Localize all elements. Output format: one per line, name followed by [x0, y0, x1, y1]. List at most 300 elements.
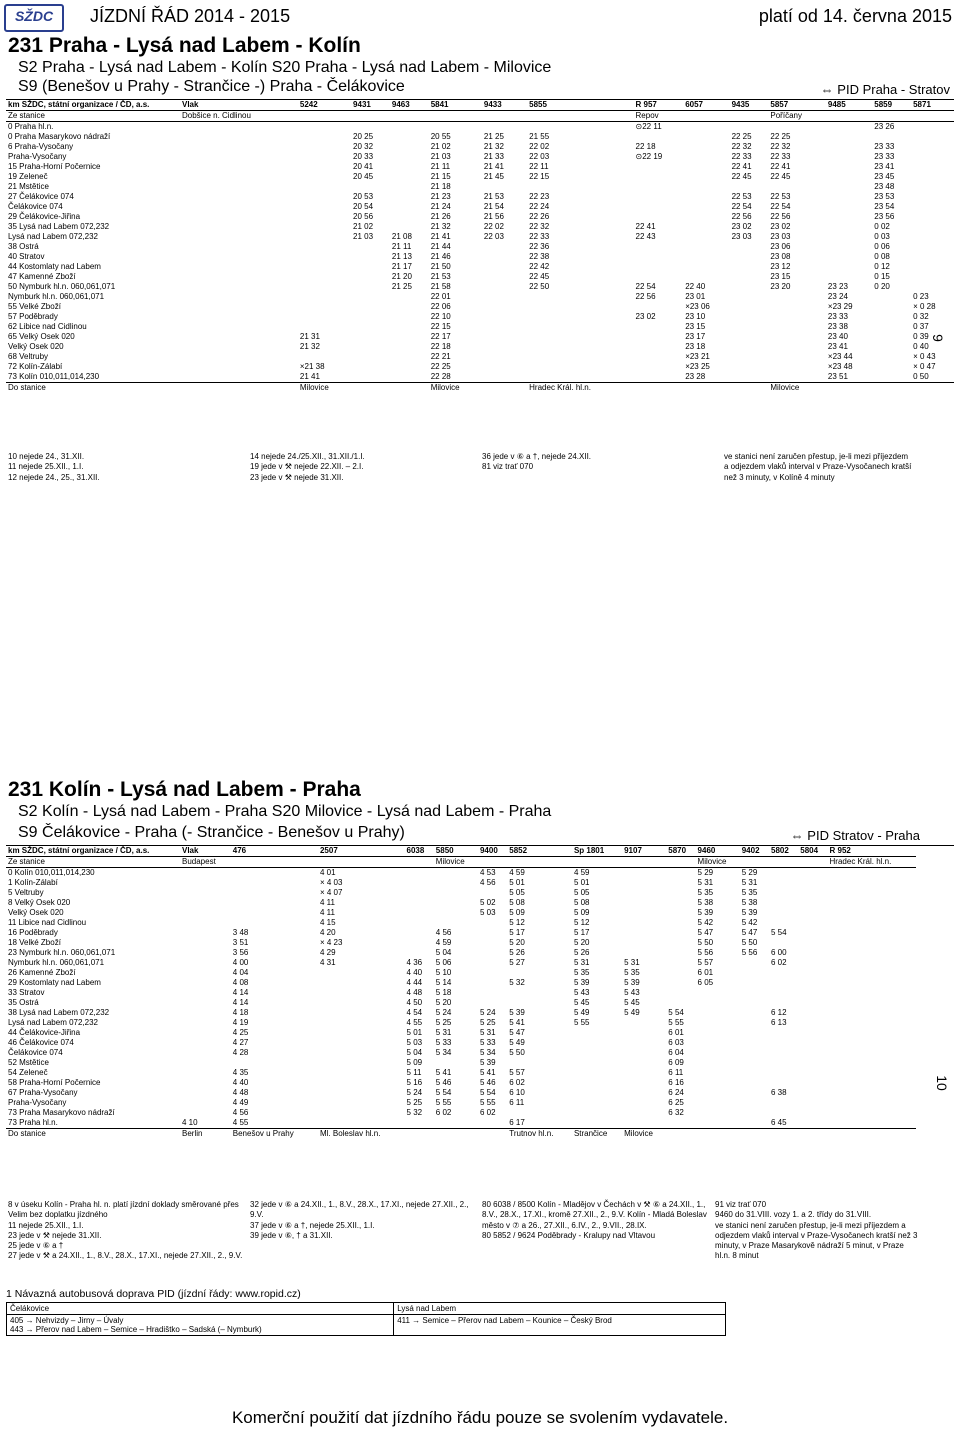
time-cell: 21 11: [391, 242, 412, 251]
head: [6, 846, 916, 857]
time-cell: [798, 998, 827, 1008]
time-cell: 5 04: [435, 948, 452, 957]
time-cell: [390, 212, 429, 222]
time-cell: [828, 1108, 916, 1118]
time-cell: [872, 362, 911, 372]
time-cell: [666, 928, 695, 938]
time-cell: [180, 302, 298, 312]
time-cell: [180, 272, 298, 282]
time-cell: [298, 162, 351, 172]
time-cell: [768, 372, 826, 383]
bus-col1-head: Čelákovice: [7, 1303, 394, 1315]
time-cell: [769, 918, 798, 928]
time-cell: 22 41: [770, 162, 791, 171]
time-cell: 22 32: [529, 222, 550, 231]
time-cell: 21 15: [430, 172, 451, 181]
time-cell: [730, 342, 769, 352]
time-cell: [740, 1078, 769, 1088]
time-cell: 4 11: [319, 898, 335, 907]
time-cell: 5 55: [479, 1098, 496, 1107]
time-cell: [527, 362, 633, 372]
time-cell: [390, 302, 429, 312]
time-cell: 22 36: [529, 242, 550, 251]
time-cell: [478, 1118, 507, 1129]
time-cell: 6 02: [771, 958, 787, 967]
time-cell: [180, 332, 298, 342]
time-cell: 22 25: [731, 132, 752, 141]
time-cell: [826, 222, 872, 232]
time-cell: 4 10: [182, 1118, 198, 1127]
time-cell: [482, 242, 521, 252]
time-cell: [298, 232, 351, 242]
table-row: [6, 352, 954, 362]
time-cell: [434, 1118, 478, 1129]
time-cell: 6 25: [668, 1098, 684, 1107]
time-cell: 5 35: [624, 968, 640, 977]
time-cell: [683, 152, 729, 162]
time-cell: 5 01: [509, 878, 525, 887]
time-cell: 4 19: [232, 1018, 249, 1027]
time-cell: 0 15: [874, 272, 890, 281]
time-cell: Milovice: [697, 857, 727, 866]
time-cell: [828, 1068, 916, 1078]
time-cell: 5 46: [435, 1078, 452, 1087]
time-cell: × 0 43: [913, 352, 936, 361]
time-cell: 5 41: [479, 1068, 496, 1077]
time-cell: [180, 968, 231, 978]
table-row: [6, 252, 954, 262]
time-cell: [828, 998, 916, 1008]
time-cell: [798, 978, 827, 988]
time-cell: [482, 372, 521, 383]
time-cell: [683, 242, 729, 252]
time-cell: [769, 1038, 798, 1048]
time-cell: [798, 878, 827, 888]
time-cell: [740, 958, 769, 968]
time-cell: [180, 232, 298, 242]
time-cell: [351, 372, 390, 383]
time-cell: 6057: [685, 100, 703, 109]
time-cell: [872, 352, 911, 362]
time-cell: [683, 272, 729, 282]
time-cell: [180, 998, 231, 1008]
table-row: [6, 1068, 916, 1078]
time-cell: [180, 252, 298, 262]
time-cell: [622, 1028, 666, 1038]
station-name: 8 Velký Osek 020: [8, 898, 71, 907]
time-cell: 20 25: [353, 132, 374, 141]
time-cell: [769, 898, 798, 908]
time-cell: ×23 29: [827, 302, 853, 311]
time-cell: [622, 1118, 666, 1129]
time-cell: 21 24: [430, 202, 451, 211]
time-cell: [634, 272, 684, 282]
time-cell: 22 01: [430, 292, 451, 301]
time-cell: [180, 383, 298, 394]
table-row: [6, 1098, 916, 1108]
time-cell: [231, 908, 318, 918]
time-cell: [872, 302, 911, 312]
time-cell: 4 01: [319, 868, 336, 877]
time-cell: [180, 1098, 231, 1108]
time-cell: [405, 878, 434, 888]
time-cell: [911, 182, 954, 192]
table-row: [6, 1078, 916, 1088]
time-cell: [180, 898, 231, 908]
time-cell: 23 12: [770, 262, 791, 271]
time-cell: 21 46: [430, 252, 451, 261]
time-cell: [572, 1048, 622, 1058]
time-cell: [769, 1058, 798, 1068]
time-cell: [666, 878, 695, 888]
time-cell: [769, 1048, 798, 1058]
time-cell: [696, 1018, 740, 1028]
time-cell: 4 28: [232, 1048, 249, 1057]
time-cell: [318, 978, 405, 988]
station-name: 19 Zeleneč: [8, 172, 48, 181]
time-cell: 5 12: [573, 918, 590, 927]
time-cell: 5 54: [435, 1088, 452, 1097]
time-cell: [622, 1108, 666, 1118]
time-cell: [798, 888, 827, 898]
time-cell: [740, 1048, 769, 1058]
station-name: Velký Osek 020: [8, 342, 64, 351]
time-cell: 22 03: [529, 152, 550, 161]
time-cell: 5 57: [509, 1068, 525, 1077]
time-cell: [666, 948, 695, 958]
time-cell: [622, 918, 666, 928]
time-cell: 5 12: [509, 918, 525, 927]
time-cell: [405, 888, 434, 898]
table-row: [6, 1058, 916, 1068]
time-cell: [622, 948, 666, 958]
time-cell: ×23 48: [827, 362, 853, 371]
time-cell: 6 03: [668, 1038, 684, 1047]
time-cell: 6038: [406, 846, 425, 855]
legend-2c: 80 6038 / 8500 Kolín - Mladějov v Čechách v ⚒ ⑥ a 24.XII., 1., 8.V., 28.X., 17.XI., kromě 27.XII., 2., 9.V. Kolín - Mladá Boleslav město v ⑦ a 26., 27.XII., 6.IV., 2., 9.VII., 28.IX. 80 5852 / 9624 Poděbrady - Kralupy nad Vltavou: [482, 1200, 707, 1240]
time-cell: Hradec Král. hl.n.: [529, 383, 591, 392]
time-cell: 6 01: [668, 1028, 684, 1037]
time-cell: 6 24: [668, 1088, 684, 1097]
time-cell: [622, 1098, 666, 1108]
time-cell: [622, 898, 666, 908]
time-cell: [826, 152, 872, 162]
time-cell: [872, 372, 911, 383]
time-cell: [826, 182, 872, 192]
time-cell: [872, 292, 911, 302]
time-cell: [730, 352, 769, 362]
time-cell: [730, 383, 769, 394]
time-cell: [798, 857, 827, 868]
time-cell: 22 43: [635, 232, 656, 241]
time-cell: [318, 1098, 405, 1108]
time-cell: 22 02: [483, 222, 504, 231]
time-cell: [768, 352, 826, 362]
line-title-2: 231 Kolín - Lysá nad Labem - Praha: [8, 778, 361, 801]
time-cell: [683, 192, 729, 202]
time-cell: [696, 1118, 740, 1129]
time-cell: [634, 372, 684, 383]
time-cell: 23 33: [827, 312, 848, 321]
time-cell: [622, 888, 666, 898]
station-name: 35 Lysá nad Labem 072,232: [8, 222, 110, 231]
time-cell: [180, 978, 231, 988]
time-cell: [318, 1078, 405, 1088]
szdc-logo: SŽDC: [4, 4, 64, 32]
station-name: Čelákovice 074: [8, 202, 63, 211]
time-cell: 4 31: [319, 958, 336, 967]
time-cell: 21 02: [430, 142, 451, 151]
bus-col2-head: Lysá nad Labem: [394, 1303, 726, 1315]
time-cell: [911, 162, 954, 172]
time-cell: [769, 868, 798, 879]
time-cell: 23 33: [874, 142, 895, 151]
table-row: [6, 1028, 916, 1038]
time-cell: 9433: [483, 100, 502, 109]
time-cell: 6 32: [668, 1108, 684, 1117]
station-name: Ze stanice: [8, 857, 45, 866]
time-cell: [390, 202, 429, 212]
time-cell: [666, 1129, 695, 1140]
time-cell: [828, 988, 916, 998]
time-cell: 5 46: [479, 1078, 496, 1087]
time-cell: [622, 857, 666, 868]
time-cell: [298, 202, 351, 212]
time-cell: 6 02: [479, 1108, 496, 1117]
time-cell: [826, 111, 872, 122]
time-cell: 21 25: [483, 132, 504, 141]
time-cell: [298, 152, 351, 162]
time-cell: 21 45: [483, 172, 504, 181]
time-cell: 6 09: [668, 1058, 684, 1067]
time-cell: [572, 1078, 622, 1088]
time-cell: [180, 162, 298, 172]
time-cell: 6 16: [668, 1078, 684, 1087]
time-cell: [911, 152, 954, 162]
time-cell: 5852: [509, 846, 528, 855]
table-row: [6, 1118, 916, 1129]
time-cell: 5850: [435, 846, 454, 855]
time-cell: [730, 122, 769, 133]
time-cell: [507, 1108, 572, 1118]
time-cell: 5 49: [573, 1008, 590, 1017]
time-cell: [180, 152, 298, 162]
time-cell: 9485: [827, 100, 846, 109]
time-cell: [911, 262, 954, 272]
time-cell: 23 41: [827, 342, 848, 351]
time-cell: 5 55: [435, 1098, 452, 1107]
time-cell: [828, 928, 916, 938]
time-cell: [911, 272, 954, 282]
table-row: [6, 292, 954, 302]
time-cell: [768, 302, 826, 312]
time-cell: 5 56: [697, 948, 714, 957]
table-row: [6, 1038, 916, 1048]
time-cell: [730, 272, 769, 282]
time-cell: [622, 1058, 666, 1068]
time-cell: 20 33: [353, 152, 374, 161]
time-cell: 5 17: [573, 928, 590, 937]
time-cell: 21 03: [353, 232, 374, 241]
time-cell: [730, 242, 769, 252]
table-row: [6, 222, 954, 232]
time-cell: 20 56: [353, 212, 374, 221]
time-cell: [180, 1088, 231, 1098]
time-cell: Repov: [635, 111, 659, 120]
time-cell: 4 27: [232, 1038, 249, 1047]
time-cell: [911, 212, 954, 222]
time-cell: [622, 1088, 666, 1098]
time-cell: 4 08: [232, 978, 249, 987]
time-cell: [405, 918, 434, 928]
time-cell: 5 47: [741, 928, 758, 937]
time-cell: 5 50: [697, 938, 714, 947]
time-cell: [740, 1098, 769, 1108]
time-cell: [696, 1048, 740, 1058]
station-name: 65 Velký Osek 020: [8, 332, 75, 341]
table-row: [6, 362, 954, 372]
time-cell: [634, 162, 684, 172]
time-cell: 5 25: [406, 1098, 423, 1107]
time-cell: [740, 1008, 769, 1018]
time-cell: [478, 988, 507, 998]
time-cell: 5 31: [435, 1028, 452, 1037]
station-name: 38 Lysá nad Labem 072,232: [8, 1008, 110, 1017]
time-cell: [768, 342, 826, 352]
time-cell: 5 39: [509, 1008, 525, 1017]
station-name: Nymburk hl.n. 060,061,071: [8, 292, 105, 301]
time-cell: 5 01: [406, 1028, 423, 1037]
time-cell: 5 05: [509, 888, 525, 897]
time-cell: [527, 342, 633, 352]
time-cell: 23 24: [827, 292, 848, 301]
bus-line-411: 411 → Semice – Přerov nad Labem – Kounice – Český Brod: [397, 1316, 612, 1325]
time-cell: [180, 1038, 231, 1048]
time-cell: [798, 1078, 827, 1088]
time-cell: 22 10: [430, 312, 451, 321]
time-cell: [180, 958, 231, 968]
time-cell: 22 42: [529, 262, 550, 271]
time-cell: [666, 898, 695, 908]
time-cell: Budapest: [182, 857, 216, 866]
station-name: 47 Kamenné Zboží: [8, 272, 76, 281]
time-cell: [696, 1108, 740, 1118]
time-cell: [180, 212, 298, 222]
line-title-1: 231 Praha - Lysá nad Labem - Kolín: [8, 34, 361, 57]
time-cell: 23 02: [731, 222, 752, 231]
table-row: [6, 212, 954, 222]
time-cell: 0 08: [874, 252, 890, 261]
time-cell: [730, 182, 769, 192]
time-cell: [730, 302, 769, 312]
time-cell: Poříčany: [770, 111, 802, 120]
time-cell: [390, 182, 429, 192]
time-cell: [180, 908, 231, 918]
time-cell: [769, 1098, 798, 1108]
station-name: 73 Praha hl.n.: [8, 1118, 58, 1127]
time-cell: [482, 292, 521, 302]
time-cell: 9460: [697, 846, 716, 855]
time-cell: [798, 1068, 827, 1078]
station-name: 38 Ostrá: [8, 242, 39, 251]
time-cell: [351, 182, 390, 192]
time-cell: [478, 857, 507, 868]
time-cell: [872, 111, 911, 122]
time-cell: R 952: [829, 846, 851, 855]
time-cell: 0 06: [874, 242, 890, 251]
station-name: 58 Praha-Horní Počernice: [8, 1078, 101, 1087]
time-cell: [828, 918, 916, 928]
time-cell: [730, 362, 769, 372]
time-cell: [351, 362, 390, 372]
time-cell: [572, 1028, 622, 1038]
time-cell: [769, 1078, 798, 1088]
time-cell: 5 47: [509, 1028, 525, 1037]
time-cell: [318, 1008, 405, 1018]
time-cell: 23 02: [770, 222, 791, 231]
time-cell: 3 51: [232, 938, 249, 947]
time-cell: ×23 06: [685, 302, 710, 311]
time-cell: [405, 908, 434, 918]
time-cell: [390, 192, 429, 202]
time-cell: [730, 292, 769, 302]
time-cell: [478, 968, 507, 978]
time-cell: 21 26: [430, 212, 451, 221]
time-cell: [527, 312, 633, 322]
time-cell: 5 39: [573, 978, 590, 987]
time-cell: Milovice: [430, 383, 460, 392]
time-cell: [434, 868, 478, 879]
time-cell: [828, 888, 916, 898]
time-cell: ⊙22 19: [635, 152, 663, 161]
time-cell: [351, 352, 390, 362]
time-cell: [634, 202, 684, 212]
time-cell: [572, 1068, 622, 1078]
time-cell: [318, 1058, 405, 1068]
table-row: [6, 898, 916, 908]
table-row: [6, 142, 954, 152]
time-cell: [527, 302, 633, 312]
time-cell: 5 54: [668, 1008, 684, 1017]
time-cell: [482, 383, 521, 394]
time-cell: 6 00: [771, 948, 787, 957]
time-cell: [622, 938, 666, 948]
table-row: [6, 908, 916, 918]
time-cell: [683, 172, 729, 182]
time-cell: [683, 232, 729, 242]
time-cell: [622, 868, 666, 879]
time-cell: 22 33: [529, 232, 550, 241]
table-row: [6, 192, 954, 202]
time-cell: 6 02: [509, 1078, 525, 1087]
time-cell: [180, 142, 298, 152]
time-cell: 22 18: [635, 142, 656, 151]
time-cell: [622, 1038, 666, 1048]
station-name: 15 Praha-Horní Počernice: [8, 162, 101, 171]
time-cell: 20 41: [353, 162, 374, 171]
time-cell: [911, 142, 954, 152]
time-cell: [572, 1088, 622, 1098]
time-cell: 9431: [353, 100, 371, 109]
time-cell: [318, 1038, 405, 1048]
time-cell: [730, 262, 769, 272]
time-cell: [740, 978, 769, 988]
time-cell: [683, 252, 729, 262]
time-cell: 5 56: [741, 948, 758, 957]
time-cell: [231, 888, 318, 898]
time-cell: [683, 262, 729, 272]
time-cell: [180, 172, 298, 182]
